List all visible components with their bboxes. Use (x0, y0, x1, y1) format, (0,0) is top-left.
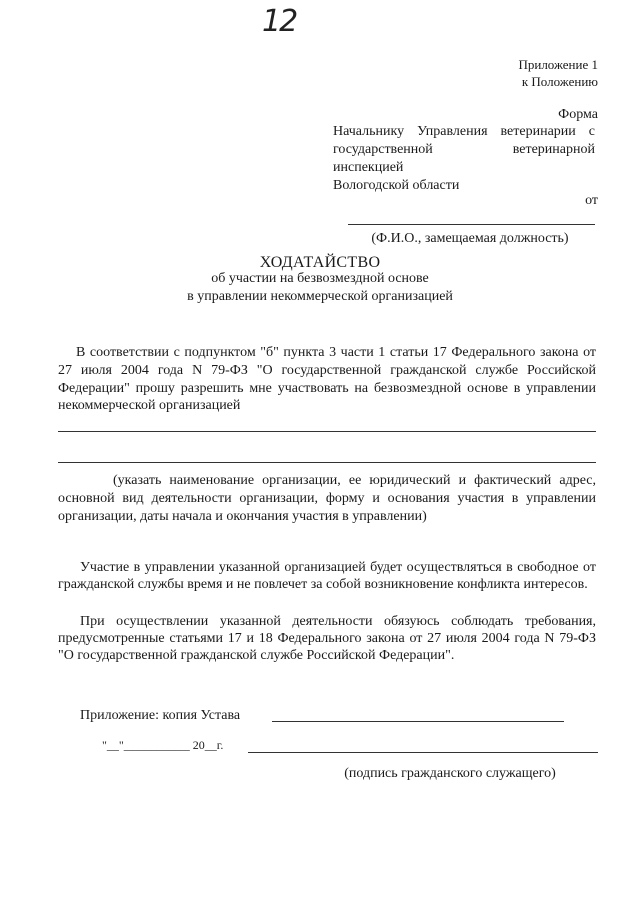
appendix-line-2: к Положению (521, 73, 598, 89)
appendix-reference (518, 57, 598, 91)
request-paragraph: В соответствии с подпунктом "б" пункта 3 части 1 статьи 17 Федерального закона от 27 июля 2004 года N 79-ФЗ "О государственной гражданской службе Российской Федерации" прошу разрешить мне участвовать на безвозмездной основе в управлении некоммерческой организацией (58, 345, 596, 414)
addressee-line-3: инспекцией (333, 160, 404, 175)
appendix-line-1: Приложение 1 (518, 57, 598, 72)
signature-line (248, 752, 598, 753)
organization-line-1 (58, 431, 596, 432)
organization-caption: (указать наименование организации, ее юридический и фактический адрес, основной вид деятельности организации, форму и основания участия в управлении организации, даты начала и окончания участия в управлении) (58, 473, 596, 524)
from-label: от (585, 193, 598, 208)
attachment-label: Приложение: копия Устава (80, 708, 241, 723)
addressee-block (333, 124, 595, 196)
addressee-line-1: Начальнику Управления ветеринарии с (333, 124, 595, 139)
from-name-line (348, 224, 595, 225)
addressee-line-4: Вологодской области (333, 178, 460, 193)
organization-line-2 (58, 462, 596, 463)
obligation-paragraph: При осуществлении указанной деятельности обязуюсь соблюдать требования, предусмотренные статьями 17 и 18 Федерального закона от 27 июля 2004 года N 79-ФЗ "О государственной гражданской службе Российской Федерации". (58, 614, 596, 663)
addressee-line-2: государственной ветеринарной (333, 142, 595, 157)
signature-caption: (подпись гражданского служащего) (344, 766, 556, 781)
page-number: 12 (262, 4, 297, 39)
attachment-line (272, 721, 564, 722)
no-conflict-paragraph: Участие в управлении указанной организацией будет осуществляться в свободное от гражданской службы время и не повлечет за собой возникновение конфликта интересов. (58, 560, 596, 592)
subtitle-line-1: об участии на безвозмездной основе (211, 271, 429, 286)
fio-caption: (Ф.И.О., замещаемая должность) (371, 231, 569, 246)
date-field: "__"___________ 20__г. (102, 738, 224, 752)
form-label: Форма (558, 107, 598, 122)
document-subtitle (0, 270, 640, 306)
document-title: ХОДАТАЙСТВО (259, 254, 381, 271)
subtitle-line-2: в управлении некоммерческой организацией (187, 289, 453, 305)
